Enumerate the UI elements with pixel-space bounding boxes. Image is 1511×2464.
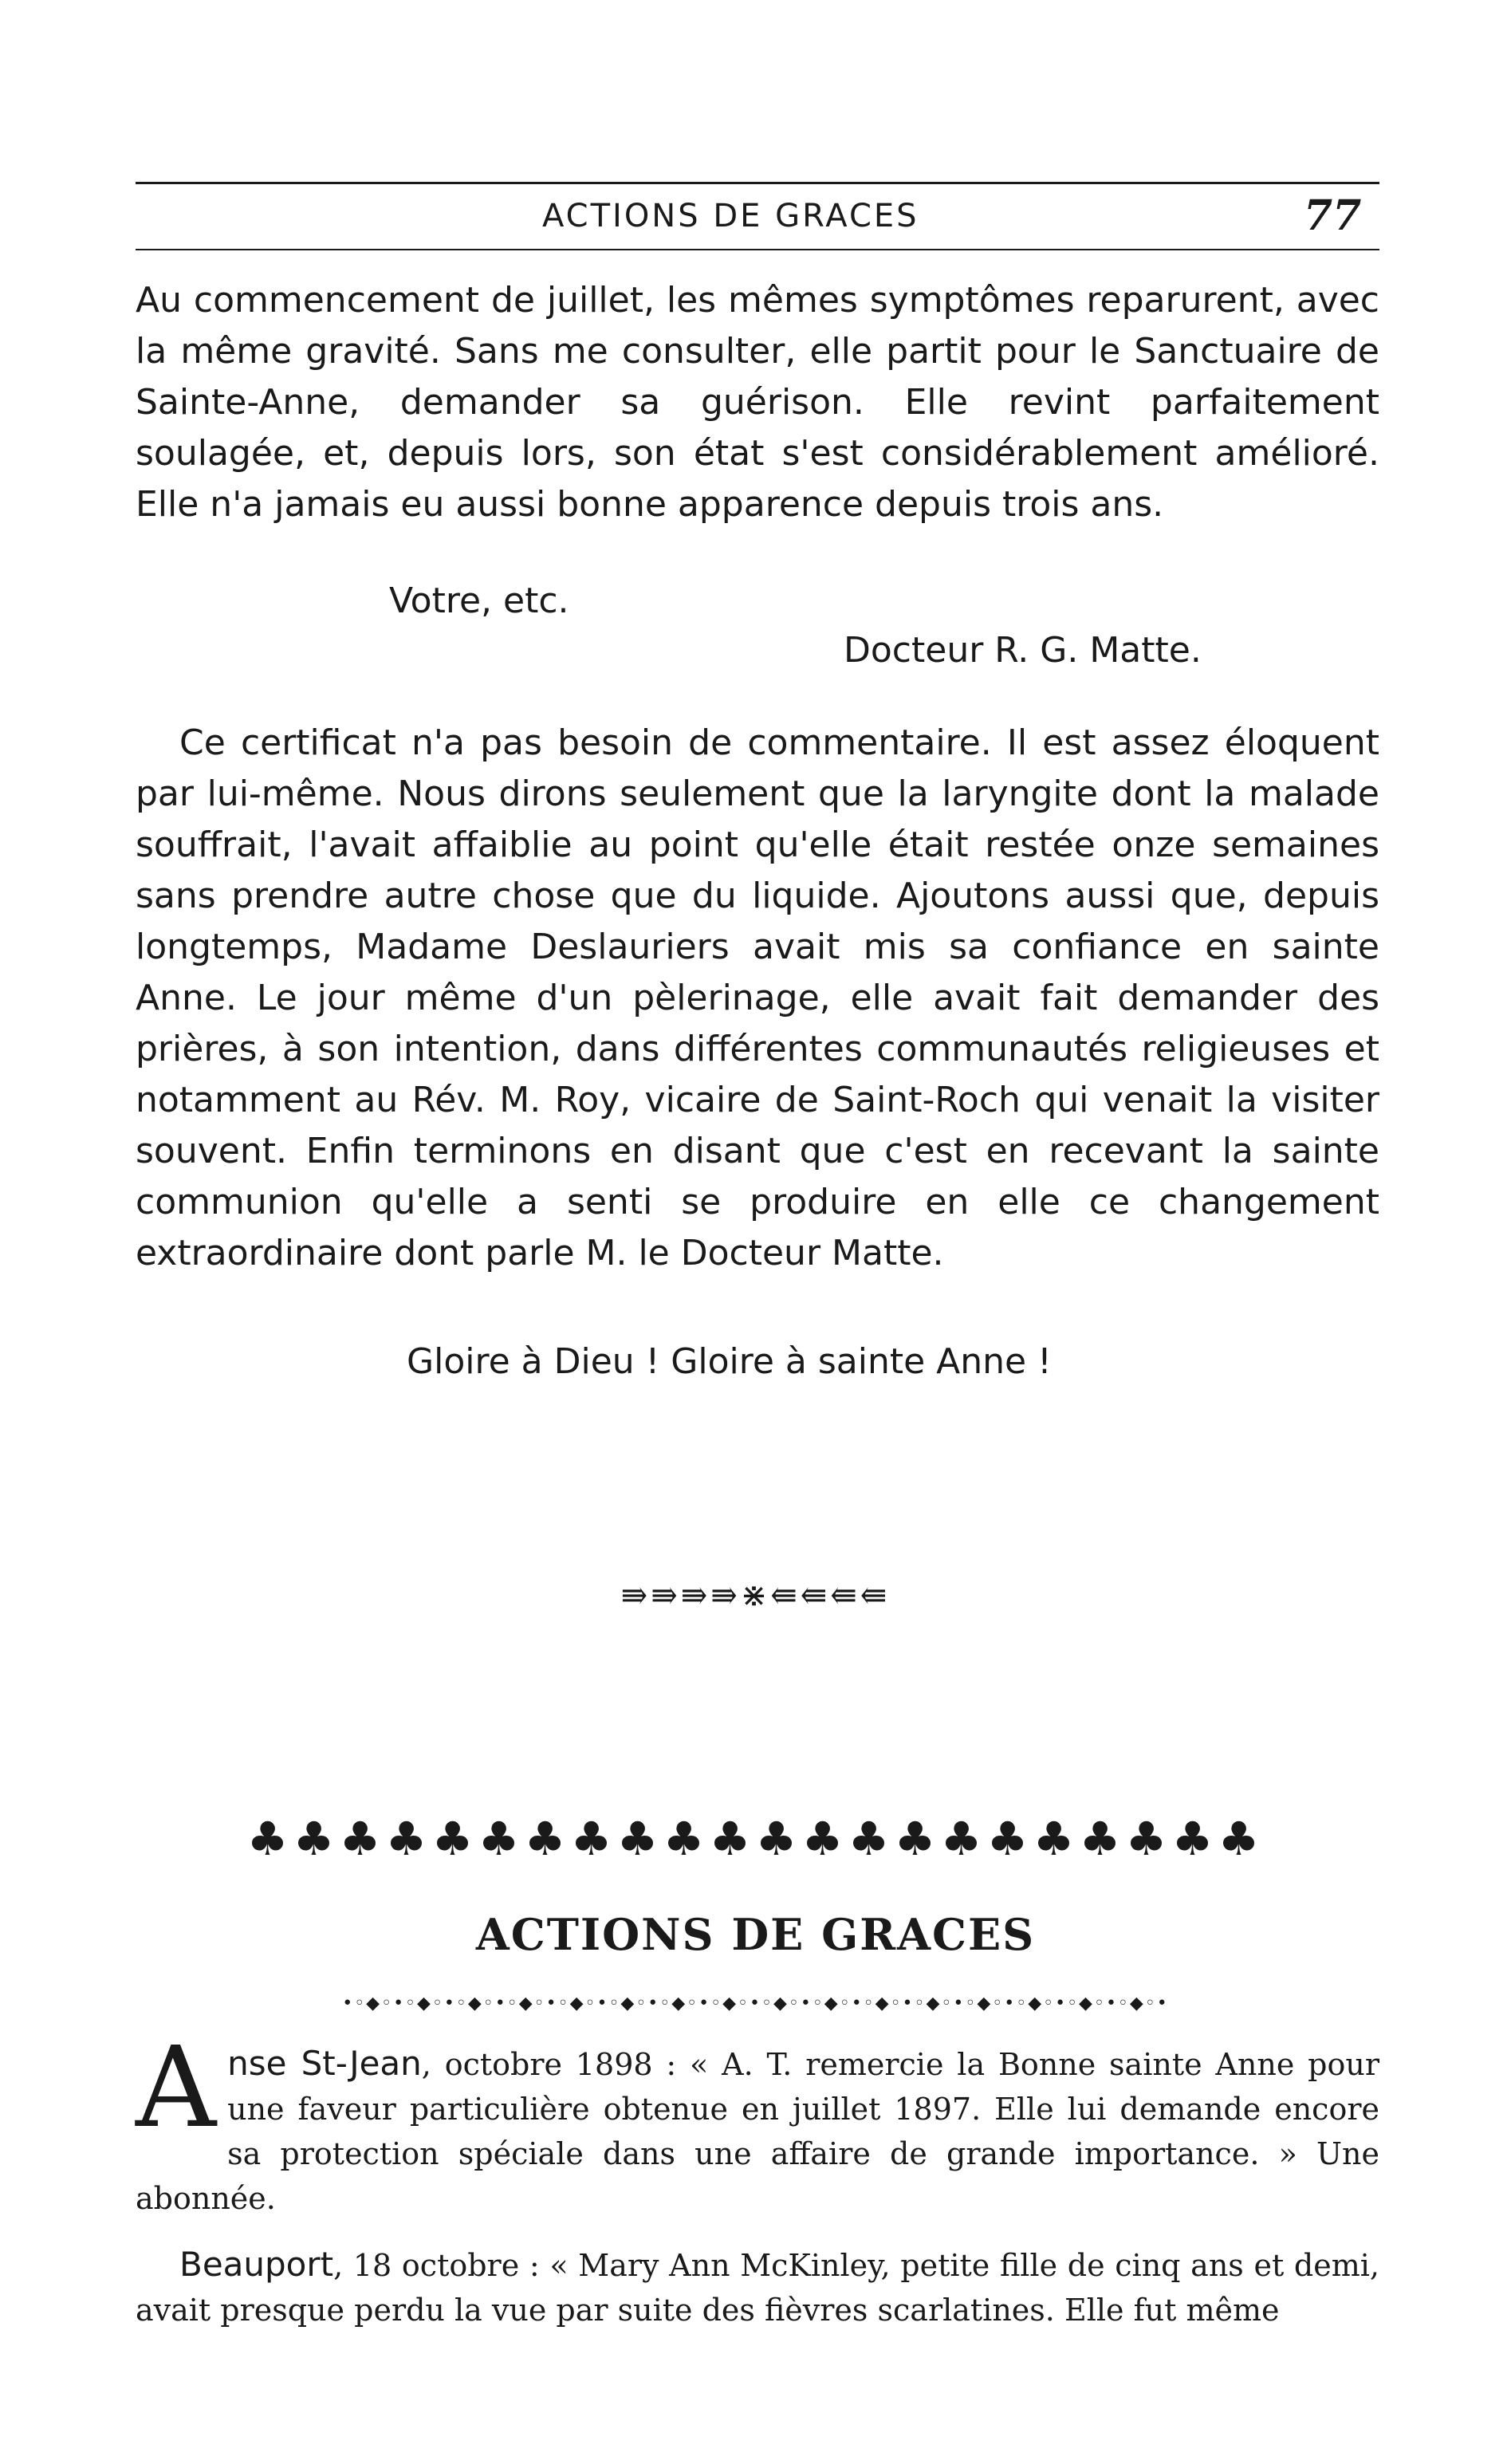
entry-text: , octobre 1898 : « A. T. remercie la Bonne sainte Anne pour une faveur particulière obtenue en juillet 1897. Elle lui demande encore sa protection spéciale dans une affaire de grande importance. » Une abonnée.: [136, 2047, 1379, 2216]
chain-ornament: •◦◆◦•◦◆◦•◦◆◦•◦◆◦•◦◆◦•◦◆◦•◦◆◦•◦◆◦•◦◆◦•◦◆◦•◦◆◦•◦◆◦•◦◆◦•◦◆◦•◦◆◦•◦◆◦•: [342, 1994, 1169, 2013]
letter-closing: Votre, etc.: [389, 581, 569, 621]
header-bottom-rule: [136, 249, 1379, 250]
letter-paragraph: Au commencement de juillet, les mêmes symptômes reparurent, avec la même gravité. Sans me consulter, elle partit pour le Sanctuaire de Sainte-Anne, demander sa guérison. Elle revint parfaitement soulagée, et, depuis lors, son état s'est considérablement amélioré. Elle n'a jamais eu aussi bonne apparence depuis trois ans.: [136, 280, 1379, 525]
entry-beauport: [136, 2242, 1379, 2332]
header-top-rule: [136, 182, 1379, 184]
entry-text: , 18 octobre : « Mary Ann McKinley, petite fille de cinq ans et demi, avait presque perdu la vue par suite des fièvres scarlatines. Elle fut même: [136, 2248, 1379, 2328]
page-number: 77: [1304, 191, 1362, 240]
commentary-paragraph: Ce certificat n'a pas besoin de commentaire. Il est assez éloquent par lui-même. Nous dirons seulement que la laryngite dont la malade souffrait, l'avait affaiblie au point qu'elle était restée onze semaines sans prendre autre chose que du liquide. Ajoutons aussi que, depuis longtemps, Madame Deslauriers avait mis sa confiance en sainte Anne. Le jour même d'un pèlerinage, elle avait fait demander des prières, à son intention, dans différentes communautés religieuses et notamment au Rév. M. Roy, vicaire de Saint-Roch qui venait la visiter souvent. Enfin terminons en disant que c'est en recevant la sainte communion qu'elle a senti se produire en elle ce changement extraordinaire dont parle M. le Docteur Matte.: [136, 722, 1379, 1273]
entry-anse-st-jean: [136, 2023, 1379, 2221]
doxology: Gloire à Dieu ! Gloire à sainte Anne !: [407, 1341, 1052, 1382]
decorative-band: ♣♣♣♣♣♣♣♣♣♣♣♣♣♣♣♣♣♣♣♣♣♣: [246, 1812, 1265, 1866]
letter-signature: Docteur R. G. Matte.: [844, 630, 1202, 671]
entry-place: nse St-Jean: [227, 2044, 422, 2083]
section-title: ACTIONS DE GRACES: [475, 1909, 1036, 1960]
drop-cap: A: [136, 2023, 217, 2153]
entry-place: Beauport: [179, 2245, 334, 2284]
running-header-title: ACTIONS DE GRACES: [542, 198, 919, 234]
divider-ornament: ⇛⇛⇛⇛⋇⇚⇚⇚⇚: [620, 1577, 891, 1614]
